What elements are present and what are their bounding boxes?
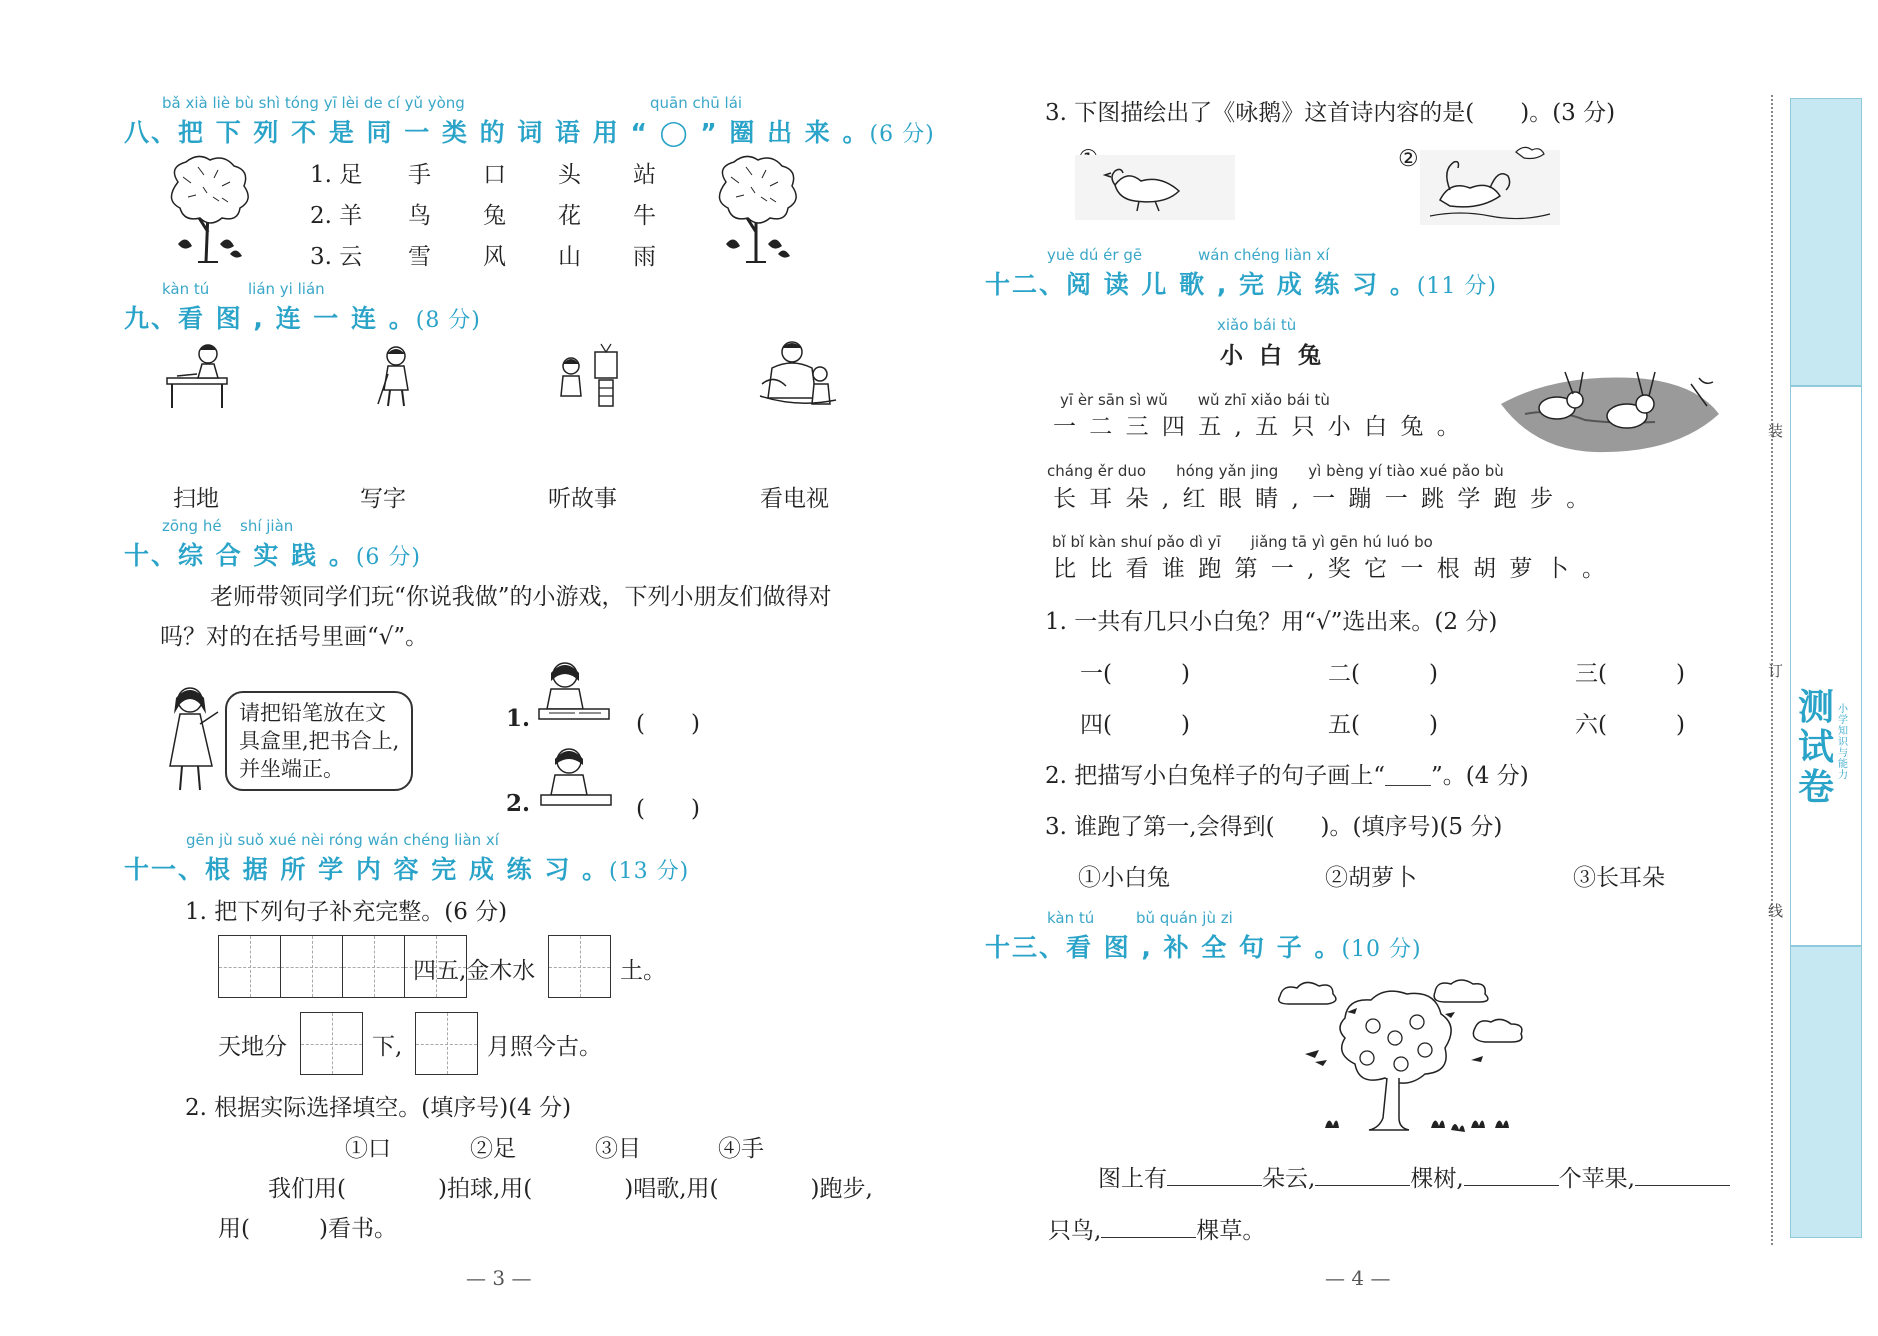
poem-line-1: 一 二 三 四 五 , 五 只 小 白 兔 。	[1053, 414, 1463, 440]
s10-item-2: 2.	[506, 790, 531, 817]
s8-row-3: 3. 云 雪 风 山 雨	[310, 244, 656, 270]
binding-char-2: 订	[1768, 662, 1784, 680]
s12-question-3b: 3. 谁跑了第一,会得到( )。(填序号)(5 分)	[1045, 814, 1503, 840]
tree-illustration-right	[706, 152, 806, 270]
s11-line1-text: 四五,金木水	[413, 958, 536, 984]
teacher-speech-bubble: 请把铅笔放在文 具盒里,把书合上, 并坐端正。	[225, 691, 413, 791]
s10-paragraph-2: 吗？对的在括号里画“√”。	[160, 624, 429, 650]
s12-q3-option-2: ②	[1398, 146, 1419, 172]
poem-title: 小 白 兔	[1220, 342, 1326, 369]
child-writing-illustration	[162, 340, 240, 410]
label-story: 听故事	[548, 486, 617, 512]
choice-one[interactable]: 一( )	[1080, 661, 1190, 687]
section-9-title: 九、看 图 , 连 一 连 。(8 分)	[124, 304, 481, 333]
poem-line-2: 长 耳 朵 , 红 眼 睛 , 一 蹦 一 跳 学 跑 步 。	[1053, 486, 1593, 512]
child-reading-illustration	[535, 655, 615, 727]
teacher-illustration	[160, 680, 224, 795]
s13-fill-line-2: 只鸟, 棵草。	[1048, 1218, 1266, 1244]
s12-question-2: 2. 把描写小白兔样子的句子画上“＿＿”。(4 分)	[1045, 763, 1529, 789]
s10-pinyin-1: zōng hé	[162, 517, 222, 535]
choice-two[interactable]: 二( )	[1328, 661, 1438, 687]
s10-paragraph-1: 老师带领同学们玩“你说我做”的小游戏，下列小朋友们做得对	[210, 584, 832, 610]
poem-line-3: 比 比 看 谁 跑 第 一 , 奖 它 一 根 胡 萝 卜 。	[1053, 556, 1608, 582]
page-number-3: — 3 —	[466, 1266, 532, 1290]
s11-opt-1: ①口	[345, 1136, 391, 1162]
rabbits-illustration	[1495, 364, 1727, 458]
s8-row-2: 2. 羊 鸟 兔 花 牛	[310, 203, 656, 229]
s8-pinyin: bǎ xià liè bù shì tóng yī lèi de cí yǔ yòng	[162, 94, 465, 112]
sidebar-subtitle: 小学知识与能力	[1838, 704, 1848, 781]
section-11-title: 十一、根 据 所 学 内 容 完 成 练 习 。(13 分)	[124, 855, 690, 884]
s9-pinyin-1: kàn tú	[162, 280, 210, 298]
section-8-title: 八、把 下 列 不 是 同 一 类 的 词 语 用 “ ◯ ” 圈 出 来 。(6 分)	[124, 118, 935, 147]
section-12-title: 十二、阅 读 儿 歌 , 完 成 练 习 。(11 分)	[985, 270, 1497, 299]
label-write: 写字	[360, 486, 406, 512]
choice-five[interactable]: 五( )	[1328, 712, 1438, 738]
s11-line2-end: 月照今古。	[487, 1034, 602, 1060]
s11-grid-1b[interactable]	[300, 1012, 363, 1075]
s13-fill-line-1: 图上有 朵云, 棵树, 个苹果,	[1098, 1160, 1730, 1193]
apple-tree-scene-illustration	[1275, 978, 1530, 1138]
section-10-title: 十、综 合 实 践 。(6 分)	[124, 541, 421, 570]
choice-three[interactable]: 三( )	[1575, 661, 1685, 687]
binding-char-1: 装	[1768, 422, 1784, 440]
s10-paren-1[interactable]: ( )	[636, 711, 700, 737]
answer-carrot: ②胡萝卜	[1325, 865, 1417, 891]
child-tv-illustration	[555, 340, 625, 410]
s11-fill-line-2[interactable]: 用( )看书。	[218, 1216, 397, 1242]
choice-four[interactable]: 四( )	[1080, 712, 1190, 738]
label-tv: 看电视	[760, 486, 829, 512]
s11-opt-4: ④手	[718, 1136, 764, 1162]
page-number-4: — 4 —	[1325, 1266, 1391, 1290]
grandpa-story-illustration	[758, 338, 838, 410]
swans-illustration	[1420, 140, 1560, 225]
s11-grid-1c[interactable]	[415, 1012, 478, 1075]
s8-word-table	[310, 155, 656, 278]
s11-fill-line-1[interactable]: 我们用( )拍球,用( )唱歌,用( )跑步,	[268, 1176, 873, 1202]
s11-question-1: 1. 把下列句子补充完整。(6 分)	[185, 899, 508, 925]
s11-line2-text: 天地分	[218, 1034, 287, 1060]
s10-item-1: 1.	[506, 705, 531, 732]
s8-pinyin-2: quān chū lái	[650, 94, 743, 112]
s11-pinyin: gēn jù suǒ xué nèi róng wán chéng liàn xí	[186, 831, 499, 849]
sidebar-panel	[1790, 98, 1862, 1238]
choice-six[interactable]: 六( )	[1575, 712, 1685, 738]
s11-line2-mid: 下,	[372, 1034, 403, 1060]
s11-opt-2: ②足	[470, 1136, 516, 1162]
s13-pinyin-1: kàn tú	[1047, 909, 1095, 927]
s11-opt-3: ③目	[595, 1136, 641, 1162]
s8-row-1: 1. 足 手 口 头 站	[310, 162, 656, 188]
s12-pinyin-1: yuè dú ér gē	[1047, 246, 1143, 264]
child-sweeping-illustration	[370, 344, 420, 410]
answer-rabbit: ①小白兔	[1078, 865, 1170, 891]
binding-char-3: 线	[1768, 902, 1784, 920]
s12-question-1: 1. 一共有几只小白兔？用“√”选出来。(2 分)	[1045, 609, 1498, 635]
s12-pinyin-2: wán chéng liàn xí	[1198, 246, 1330, 264]
answer-long-ears: ③长耳朵	[1573, 865, 1665, 891]
section-13-title: 十三、看 图 , 补 全 句 子 。(10 分)	[985, 933, 1422, 962]
poem-line-3-pinyin: bǐ bǐ kàn shuí pǎo dì yī jiǎng tā yì gēn hú luó bo	[1052, 533, 1433, 551]
poem-line-2-pinyin: cháng ěr duo hóng yǎn jing yì bèng yí tiào xué pǎo bù	[1047, 462, 1504, 480]
poem-title-pinyin: xiǎo bái tù	[1217, 316, 1297, 334]
s11-grid-1a[interactable]	[548, 935, 611, 998]
s10-pinyin-2: shí jiàn	[240, 517, 294, 535]
s10-paren-2[interactable]: ( )	[636, 796, 700, 822]
poem-line-1-pinyin: yī èr sān sì wǔ wǔ zhī xiǎo bái tù	[1060, 391, 1330, 409]
s13-pinyin-2: bǔ quán jù zi	[1136, 909, 1233, 927]
s11-question-2: 2. 根据实际选择填空。(填序号)(4 分)	[185, 1095, 572, 1121]
child-sitting-illustration	[537, 743, 615, 813]
goose-illustration	[1075, 155, 1235, 220]
sidebar-title: 测试卷	[1798, 687, 1835, 808]
tree-illustration-left	[158, 152, 258, 270]
label-sweep: 扫地	[173, 486, 219, 512]
s11-line1-end: 土。	[620, 958, 666, 984]
s9-pinyin-2: lián yi lián	[248, 280, 325, 298]
s12-question-3: 3. 下图描绘出了《咏鹅》这首诗内容的是( )。(3 分)	[1045, 100, 1616, 126]
